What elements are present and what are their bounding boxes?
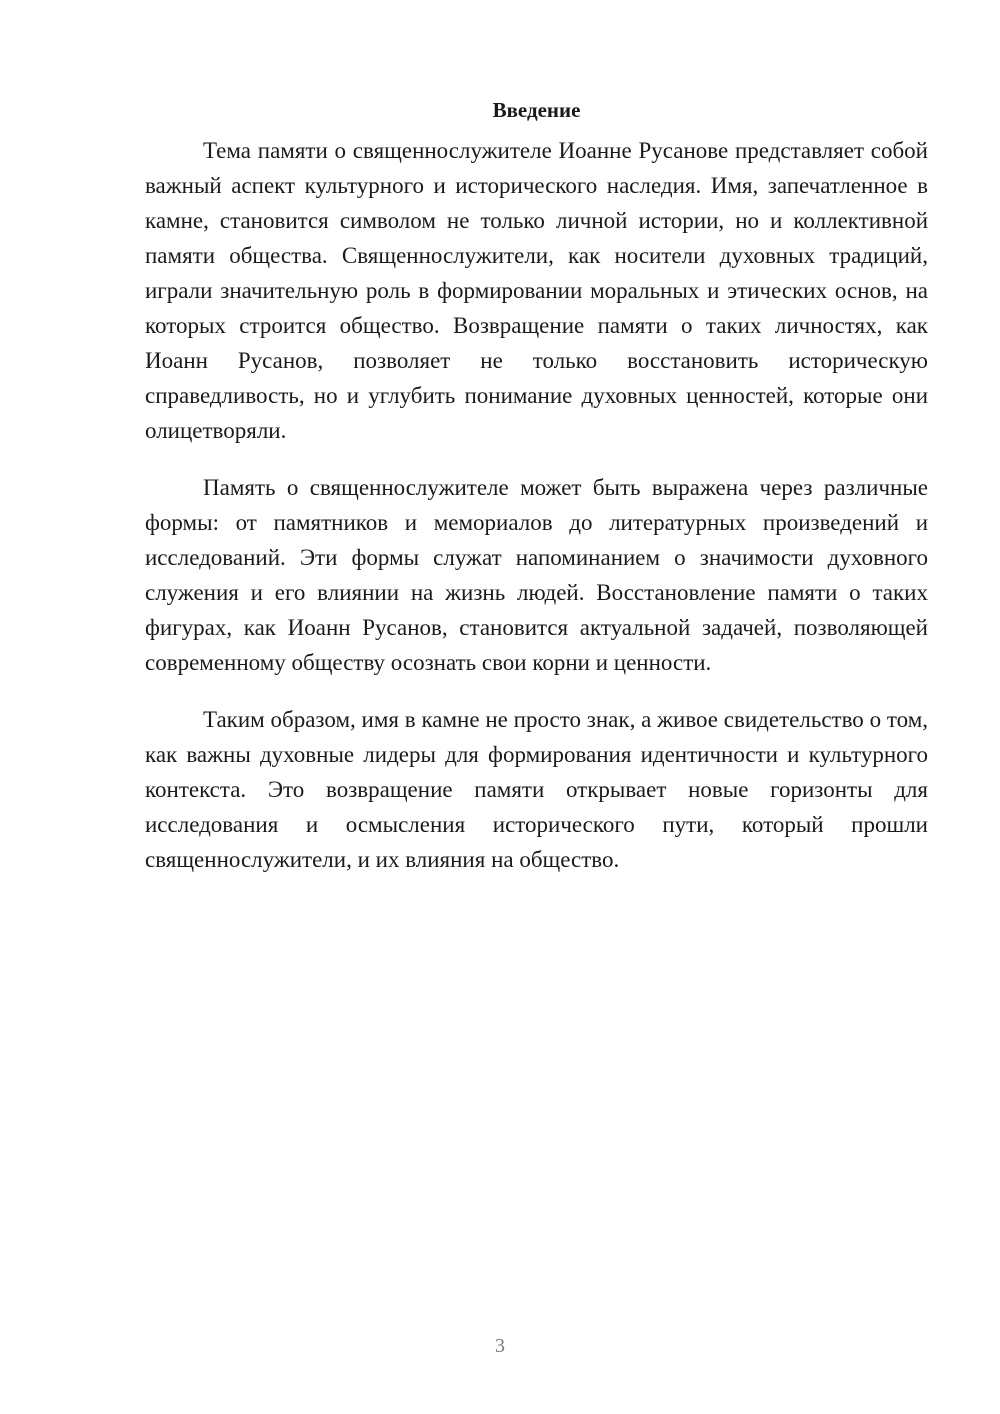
section-heading: Введение [492,98,581,122]
paragraph-1: Тема памяти о священнослужителе Иоанне Русанове представляет собой важный аспект культурного и исторического наследия. Имя, запечатленное в камне, становится символом не только личной истории, но и коллективной памяти общества. Священнослужители, как носители духовных традиций, играли значительную роль в формировании моральных и этических основ, на которых строится общество. Возвращение памяти о таких личностях, как Иоанн Русанов, позволяет не только восстановить историческую справедливость, но и углубить понимание духовных ценностей, которые они олицетворяли. [145,138,928,443]
page-content [145,95,928,899]
paragraph-2: Память о священнослужителе может быть выражена через различные формы: от памятников и мемориалов до литературных произведений и исследований. Эти формы служат напоминанием о значимости духовного служения и его влиянии на жизнь людей. Восстановление памяти о таких фигурах, как Иоанн Русанов, становится актуальной задачей, позволяющей современному обществу осознать свои корни и ценности. [145,475,928,675]
paragraph-3: Таким образом, имя в камне не просто знак, а живое свидетельство о том, как важны духовные лидеры для формирования идентичности и культурного контекста. Это возвращение памяти открывает новые горизонты для исследования и осмысления исторического пути, который прошли священнослужители, и их влияния на общество. [145,707,928,872]
page-number: 3 [495,1335,505,1357]
